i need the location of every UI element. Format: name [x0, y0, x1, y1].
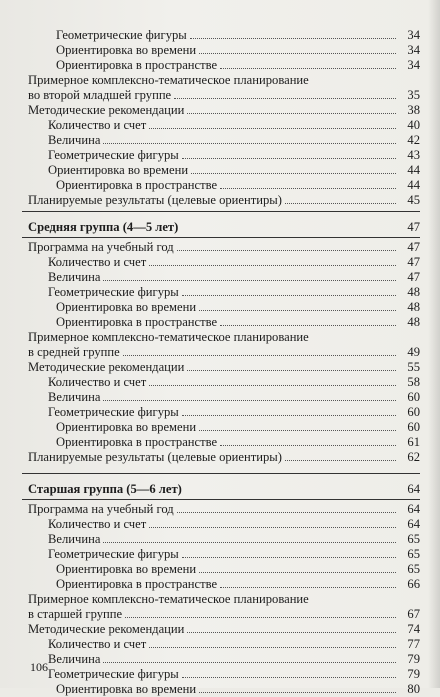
- toc-entry-title: Методические рекомендации: [28, 360, 185, 374]
- toc-block-senior: [22, 502, 420, 697]
- toc-entry-title: Величина: [48, 532, 101, 546]
- toc-entry-page: 44: [407, 178, 420, 192]
- toc-entry-title: Планируемые результаты (целевые ориентиры): [28, 450, 282, 464]
- toc-block-middle: [22, 240, 420, 465]
- toc-entry: [22, 652, 420, 667]
- toc-entry: [22, 360, 420, 375]
- toc-entry-title: Геометрические фигуры: [56, 28, 187, 42]
- toc-entry-title: Ориентировка во времени: [56, 300, 197, 314]
- toc-entry-page: 48: [407, 315, 420, 329]
- toc-entry-title: Геометрические фигуры: [48, 285, 179, 299]
- toc-entry-title: во второй младшей группе: [28, 88, 172, 102]
- toc-entry: [22, 592, 420, 607]
- toc-entry-page: 47: [407, 240, 420, 254]
- toc-entry-title: Величина: [48, 652, 101, 666]
- leader-dots: [149, 128, 396, 129]
- toc-entry: [22, 450, 420, 465]
- leader-dots: [177, 512, 396, 513]
- toc-entry-page: 58: [407, 375, 420, 389]
- toc-entry-page: 62: [407, 450, 420, 464]
- toc-entry: [22, 607, 420, 622]
- toc-entry: [22, 73, 420, 88]
- toc-entry-page: 79: [407, 667, 420, 681]
- toc-entry: [22, 255, 420, 270]
- toc-entry-title: Ориентировка в пространстве: [56, 58, 218, 72]
- leader-dots: [199, 572, 396, 573]
- toc-entry-title: Ориентировка во времени: [48, 163, 189, 177]
- toc-entry-page: 49: [407, 345, 420, 359]
- leader-dots: [125, 617, 396, 618]
- toc-entry-page: 60: [407, 405, 420, 419]
- toc-entry-title: Ориентировка в пространстве: [56, 315, 218, 329]
- toc-block-junior: [22, 28, 420, 208]
- page-number: 106: [30, 660, 48, 674]
- toc-entry-page: 44: [407, 163, 420, 177]
- leader-dots: [103, 542, 396, 543]
- toc-entry-page: 60: [407, 390, 420, 404]
- toc-entry-page: 60: [407, 420, 420, 434]
- toc-entry: [22, 682, 420, 697]
- toc-entry: [22, 315, 420, 330]
- toc-entry-title: Величина: [48, 270, 101, 284]
- toc-entry-title: Величина: [48, 390, 101, 404]
- leader-dots: [103, 400, 396, 401]
- toc-entry: [22, 390, 420, 405]
- toc-entry-page: 64: [407, 517, 420, 531]
- toc-entry: [22, 270, 420, 285]
- toc-entry: [22, 667, 420, 682]
- toc-entry: [22, 420, 420, 435]
- toc-entry: [22, 163, 420, 178]
- leader-dots: [182, 295, 396, 296]
- toc-entry-title: Ориентировка во времени: [56, 420, 197, 434]
- toc-entry-page: 65: [407, 562, 420, 576]
- toc-entry: [22, 28, 420, 43]
- leader-dots: [103, 662, 396, 663]
- toc-entry-page: 65: [407, 532, 420, 546]
- leader-dots: [190, 38, 396, 39]
- section-underline: [22, 499, 420, 500]
- toc-entry-page: 35: [407, 88, 420, 102]
- toc-entry-page: 80: [407, 682, 420, 696]
- section-page: 64: [407, 482, 420, 496]
- toc-entry-title: Геометрические фигуры: [48, 405, 179, 419]
- toc-entry-title: Геометрические фигуры: [48, 547, 179, 561]
- toc-entry-page: 67: [407, 607, 420, 621]
- leader-dots: [177, 250, 396, 251]
- page-edge-shadow: [428, 0, 440, 688]
- toc-entry-title: Ориентировка в пространстве: [56, 178, 218, 192]
- leader-dots: [103, 143, 396, 144]
- leader-dots: [187, 370, 396, 371]
- toc-entry-page: 79: [407, 652, 420, 666]
- toc-entry-page: 48: [407, 285, 420, 299]
- toc-entry: [22, 562, 420, 577]
- toc-entry-title: Примерное комплексно-тематическое планирование: [28, 330, 309, 344]
- toc-entry-page: 47: [407, 270, 420, 284]
- toc-entry: [22, 532, 420, 547]
- leader-dots: [199, 53, 396, 54]
- toc-entry-title: Примерное комплексно-тематическое планирование: [28, 73, 309, 87]
- leader-dots: [187, 113, 396, 114]
- leader-dots: [199, 692, 396, 693]
- leader-dots: [199, 310, 396, 311]
- toc-entry: [22, 435, 420, 450]
- leader-dots: [285, 203, 396, 204]
- section-page: 47: [407, 220, 420, 234]
- toc-entry: [22, 300, 420, 315]
- section-heading-senior-group: [22, 482, 420, 497]
- toc-entry-page: 38: [407, 103, 420, 117]
- toc-entry: [22, 547, 420, 562]
- leader-dots: [182, 677, 396, 678]
- toc-entry-title: Ориентировка во времени: [56, 43, 197, 57]
- toc-entry-title: Ориентировка в пространстве: [56, 435, 218, 449]
- toc-entry-page: 64: [407, 502, 420, 516]
- leader-dots: [220, 445, 396, 446]
- toc-entry-title: Количество и счет: [48, 637, 147, 651]
- toc-entry: [22, 118, 420, 133]
- toc-entry: [22, 345, 420, 360]
- leader-dots: [149, 647, 396, 648]
- leader-dots: [220, 587, 396, 588]
- toc-entry-title: Ориентировка во времени: [56, 682, 197, 696]
- toc-entry-title: Количество и счет: [48, 375, 147, 389]
- section-divider: [22, 473, 420, 474]
- toc-entry-title: Методические рекомендации: [28, 103, 185, 117]
- toc-entry: [22, 240, 420, 255]
- toc-entry: [22, 43, 420, 58]
- toc-entry: [22, 148, 420, 163]
- leader-dots: [149, 527, 396, 528]
- toc-entry-title: Примерное комплексно-тематическое планирование: [28, 592, 309, 606]
- section-heading-middle-group: [22, 220, 420, 235]
- toc-entry-title: в старшей группе: [28, 607, 123, 621]
- toc-entry: [22, 622, 420, 637]
- toc-entry: [22, 133, 420, 148]
- leader-dots: [174, 98, 396, 99]
- toc-entry: [22, 330, 420, 345]
- toc-entry-title: Геометрические фигуры: [48, 667, 179, 681]
- toc-entry-page: 66: [407, 577, 420, 591]
- toc-entry-page: 34: [407, 43, 420, 57]
- section-title: Старшая группа (5—6 лет): [28, 482, 182, 496]
- leader-dots: [182, 557, 396, 558]
- toc-entry-title: Количество и счет: [48, 517, 147, 531]
- leader-dots: [285, 460, 396, 461]
- leader-dots: [123, 355, 396, 356]
- toc-entry-page: 42: [407, 133, 420, 147]
- toc-entry-title: Методические рекомендации: [28, 622, 185, 636]
- toc-entry-title: Ориентировка во времени: [56, 562, 197, 576]
- leader-dots: [220, 68, 396, 69]
- toc-entry: [22, 502, 420, 517]
- toc-entry: [22, 193, 420, 208]
- toc-entry: [22, 88, 420, 103]
- toc-entry-page: 43: [407, 148, 420, 162]
- toc-entry-page: 47: [407, 255, 420, 269]
- leader-dots: [103, 280, 396, 281]
- leader-dots: [182, 415, 396, 416]
- toc-entry-page: 77: [407, 637, 420, 651]
- leader-dots: [149, 265, 396, 266]
- toc-entry-page: 65: [407, 547, 420, 561]
- leader-dots: [191, 173, 396, 174]
- toc-entry-page: 40: [407, 118, 420, 132]
- leader-dots: [187, 632, 396, 633]
- toc-entry-page: 55: [407, 360, 420, 374]
- toc-entry: [22, 517, 420, 532]
- toc-entry: [22, 103, 420, 118]
- toc-entry: [22, 375, 420, 390]
- section-title: Средняя группа (4—5 лет): [28, 220, 179, 234]
- toc-entry: [22, 285, 420, 300]
- leader-dots: [199, 430, 396, 431]
- toc-entry-title: Количество и счет: [48, 118, 147, 132]
- toc-entry-title: Программа на учебный год: [28, 502, 174, 516]
- toc-entry-page: 34: [407, 28, 420, 42]
- toc-entry: [22, 58, 420, 73]
- toc-entry-title: Геометрические фигуры: [48, 148, 179, 162]
- table-of-contents: [22, 28, 420, 697]
- toc-entry: [22, 405, 420, 420]
- toc-entry-title: Величина: [48, 133, 101, 147]
- section-underline: [22, 237, 420, 238]
- toc-entry-title: Ориентировка в пространстве: [56, 577, 218, 591]
- toc-entry-title: Количество и счет: [48, 255, 147, 269]
- toc-entry-page: 74: [407, 622, 420, 636]
- toc-entry-title: Программа на учебный год: [28, 240, 174, 254]
- toc-entry-title: в средней группе: [28, 345, 120, 359]
- toc-entry-page: 48: [407, 300, 420, 314]
- toc-entry-page: 45: [407, 193, 420, 207]
- leader-dots: [182, 158, 396, 159]
- toc-entry: [22, 577, 420, 592]
- toc-entry-page: 34: [407, 58, 420, 72]
- leader-dots: [220, 188, 396, 189]
- section-divider: [22, 211, 420, 212]
- leader-dots: [220, 325, 396, 326]
- toc-entry-page: 61: [407, 435, 420, 449]
- leader-dots: [149, 385, 396, 386]
- toc-entry: [22, 637, 420, 652]
- toc-entry: [22, 178, 420, 193]
- toc-entry-title: Планируемые результаты (целевые ориентиры): [28, 193, 282, 207]
